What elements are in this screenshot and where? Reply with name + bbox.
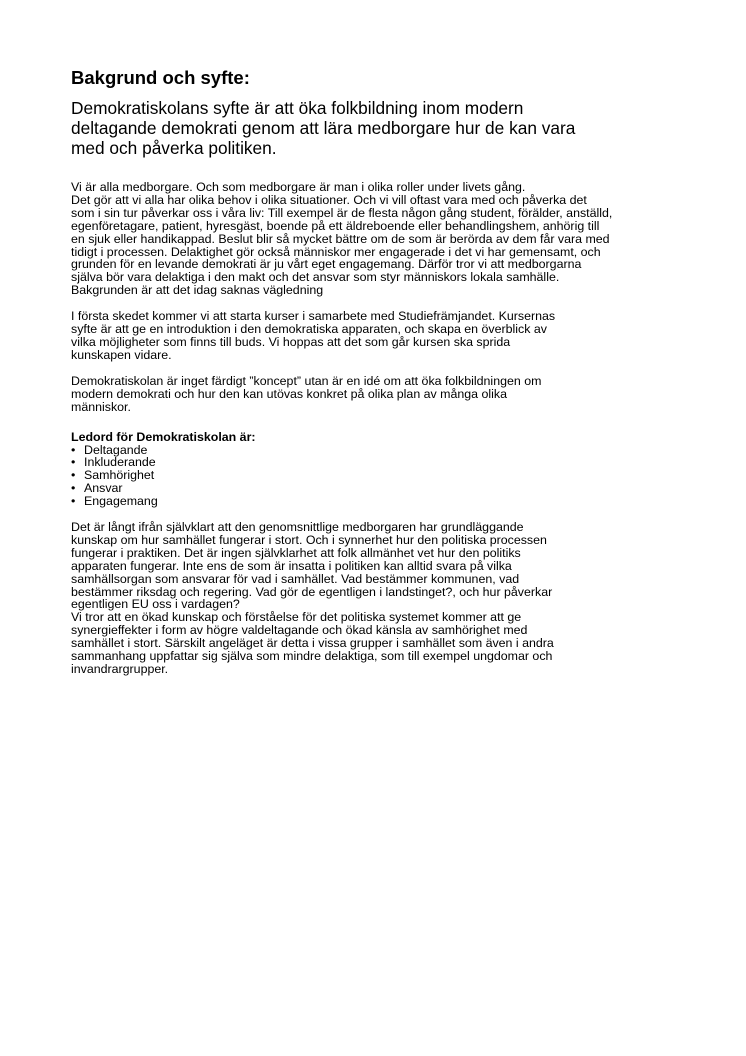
list-item bbox=[71, 482, 681, 495]
keyword-label: Samhörighet bbox=[84, 468, 155, 483]
bullet-icon: • bbox=[71, 481, 76, 496]
document-page bbox=[71, 66, 681, 689]
body-paragraph-knowledge: Det är långt ifrån självklart att den genomsnittlige medborgaren har grundläggande kunskap om hur samhället fungerar i stort. Och i synnerhet hur den politiska processen fungerar i praktiken. Det är ingen självklarhet att folk allmänhet vet hur den politiks apparaten fungerar. Inte ens de som är insatta i politiken kan alltid svara på vilka samhällsorgan som ansvarar för vad i samhället. Vad bestämmer kommunen, vad bestämmer riksdag och regering. Vad gör de egentligen i landstinget?, och hur påverkar egentligen EU oss i vardagen? Vi tror att en ökad kunskap och förståelse för det politiska systemet kommer att ge synergieffekter i form av högre valdeltagande och ökad känsla av samhörighet med samhället i stort. Särskilt angeläget är detta i vissa grupper i samhället som även i andra sammanhang uppfattar sig själva som mindre delaktiga, som till exempel ungdomar och invandrargrupper. bbox=[71, 520, 554, 676]
keyword-label: Deltagande bbox=[84, 442, 148, 457]
keywords-list bbox=[71, 444, 681, 509]
body-paragraph-courses: I första skedet kommer vi att starta kurser i samarbete med Studiefrämjandet. Kursernas syfte är att ge en introduktion i den demokratiska apparaten, och skapa en överblick av vilka möjligheter som finns till buds. Vi hoppas att det som går kursen ska sprida kunskapen vidare. bbox=[71, 309, 556, 362]
keyword-label: Engagemang bbox=[84, 494, 158, 509]
list-item bbox=[71, 495, 681, 508]
bullet-icon: • bbox=[71, 468, 76, 483]
lead-paragraph: Demokratiskolans syfte är att öka folkbildning inom modern deltagande demokrati genom att lära medborgare hur de kan vara med och påverka politiken. bbox=[71, 98, 576, 158]
bullet-icon: • bbox=[71, 494, 76, 509]
keyword-label: Inkluderande bbox=[84, 455, 156, 470]
list-item bbox=[71, 456, 681, 469]
bullet-icon: • bbox=[71, 442, 76, 457]
list-item bbox=[71, 444, 681, 457]
body-paragraph-concept: Demokratiskolan är inget färdigt ”koncept” utan är en idé om att öka folkbildningen om modern demokrati och hur den kan utövas konkret på olika plan av många olika människor. bbox=[71, 373, 542, 414]
keyword-label: Ansvar bbox=[84, 481, 123, 496]
keywords-heading: Ledord för Demokratiskolan är: bbox=[71, 429, 256, 444]
section-heading: Bakgrund och syfte: bbox=[71, 67, 250, 88]
bullet-icon: • bbox=[71, 455, 76, 470]
body-paragraph-citizens: Vi är alla medborgare. Och som medborgare är man i olika roller under livets gång. Det gör att vi alla har olika behov i olika situationer. Och vi vill oftast vara med och påverka det som i sin tur påverkar oss i våra liv: Till exempel är de flesta någon gång student, förälder, anställd, egenföretagare, patient, hyresgäst, boende på ett äldreboende eller behandlingshem, anhörig till en sjuk eller handikappad. Beslut blir så mycket bättre om de som är berörda av dem får vara med tidigt i processen. Delaktighet gör också människor mer engagerade i det vi har gemensamt, och grunden för en levande demokrati är ju vårt eget engagemang. Därför tror vi att medborgarna själva bör vara delaktiga i den makt och det ansvar som styr människors lokala samhälle. Bakgrunden är att det idag saknas vägledning bbox=[71, 180, 613, 298]
list-item bbox=[71, 469, 681, 482]
